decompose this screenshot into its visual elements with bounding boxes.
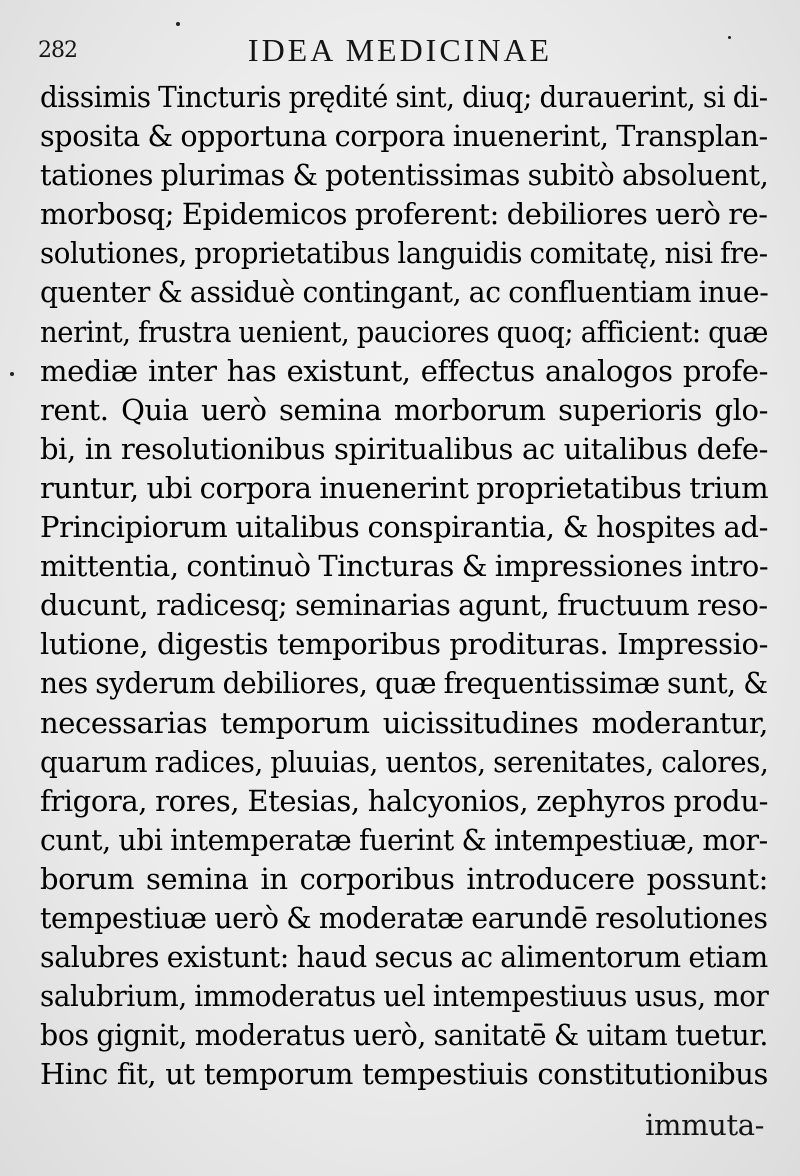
text-line: cunt, ubi intemperatæ fuerint & intempestiuæ, mor- [40, 822, 768, 857]
text-line: nes syderum debiliores, quæ frequentissimæ sunt, & [40, 666, 768, 701]
text-line: dissimis Tincturis prędité sint, diuq; durauerint, si di- [40, 80, 768, 114]
ink-speck [10, 372, 14, 376]
text-line: sposita & opportuna corpora inuenerint, Transplan- [40, 119, 768, 154]
text-line: bos gignit, moderatus uerò, sanitatē & uitam tuetur. [40, 1018, 769, 1053]
text-line: tempestiuæ uerò & moderatæ earundē resolutiones [40, 900, 768, 935]
ink-speck [728, 36, 731, 39]
ink-speck [176, 22, 180, 26]
catchword: immuta- [645, 1108, 764, 1142]
text-line: lutione, digestis temporibus prodituras. Impressio- [40, 627, 768, 662]
text-line: morbosq; Epidemicos proferent: debiliores uerò re- [40, 197, 768, 232]
text-line: ducunt, radicesq; seminarias agunt, fructuum reso- [40, 588, 768, 623]
text-line: Hinc fit, ut temporum tempestiuis constitutionibus [40, 1057, 768, 1092]
text-line: frigora, rores, Etesias, halcyonios, zephyros produ- [40, 783, 768, 818]
text-line: tationes plurimas & potentissimas subitò absoluent, [40, 158, 769, 193]
text-line: mittentia, continuò Tincturas & impressiones intro- [40, 549, 769, 584]
text-line: quarum radices, pluuias, uentos, serenitates, calores, [40, 744, 769, 779]
text-line: salubres existunt: haud secus ac alimentorum etiam [40, 940, 768, 975]
page-header [30, 32, 770, 72]
body-text [40, 78, 768, 1094]
text-line: solutiones, proprietatibus languidis comitatę, nisi fre- [40, 236, 768, 271]
text-line: Principiorum uitalibus conspirantia, & hospites ad- [40, 510, 768, 545]
text-line: bi, in resolutionibus spiritualibus ac uitalibus defe- [40, 431, 768, 466]
running-title: IDEA MEDICINAE [247, 32, 553, 68]
text-line: borum semina in corporibus introducere possunt: [40, 861, 768, 896]
text-line: nerint, frustra uenient, pauciores quoq; afficient: quæ [40, 314, 769, 349]
text-line: runtur, ubi corpora inuenerint proprietatibus trium [40, 470, 769, 505]
text-line: rent. Quia uerò semina morborum superioris glo- [40, 392, 768, 427]
page-number: 282 [38, 38, 77, 63]
text-line: mediæ inter has existunt, effectus analogos profe- [40, 353, 768, 388]
text-line: salubrium, immoderatus uel intempestiuus usus, mor [40, 979, 769, 1014]
text-line: necessarias temporum uicissitudines moderantur, [40, 705, 768, 740]
text-line: quenter & assiduè contingant, ac confluentiam inue- [40, 275, 769, 310]
